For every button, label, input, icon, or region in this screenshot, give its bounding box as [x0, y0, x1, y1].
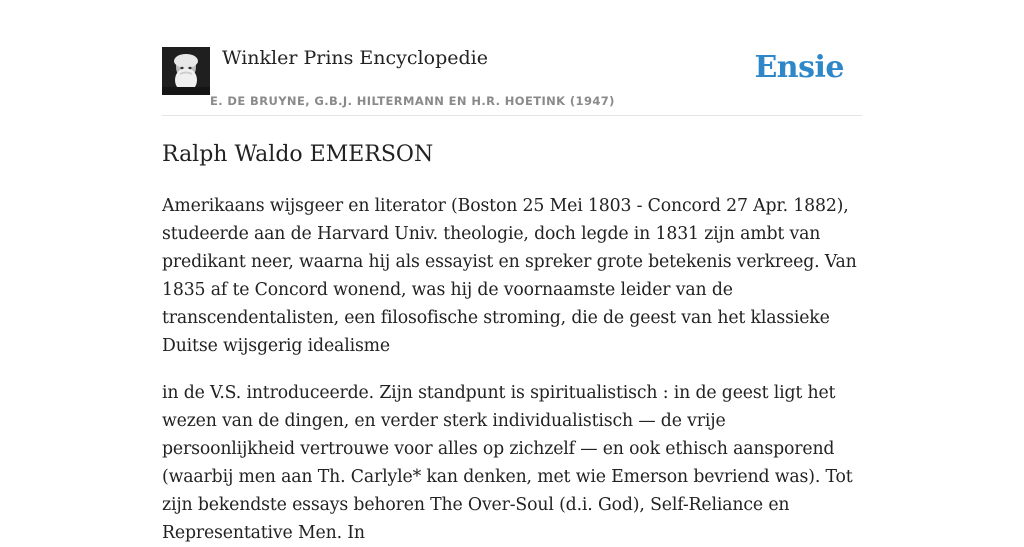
brand-logo[interactable]: Ensie	[754, 50, 844, 85]
article-paragraph-2: in de V.S. introduceerde. Zijn standpunt is spiritualistisch : in de geest ligt het wezen van de dingen, en verder sterk individualistisch — de vrije persoonlijkheid vertrouwe voor alles op zichzelf — en ook ethisch aansporend (waarbij men aan Th. Carlyle* kan denken, met wie Emerson bevriend was). Tot zijn bekendste essays behoren The Over-Soul (d.i. God), Self-Reliance en Representative Men. In	[162, 383, 853, 543]
site-title[interactable]: Winkler Prins Encyclopedie	[222, 47, 488, 69]
bearded-man-portrait-icon	[162, 47, 210, 95]
avatar-portrait-icon[interactable]	[162, 47, 210, 95]
article-title: Ralph Waldo EMERSON	[162, 142, 434, 167]
authors-credit: E. DE BRUYNE, G.B.J. HILTERMANN EN H.R. HOETINK (1947)	[210, 94, 615, 108]
site-header	[162, 0, 862, 116]
article-paragraph-1: Amerikaans wijsgeer en literator (Boston 25 Mei 1803 - Concord 27 Apr. 1882), studeerde aan de Harvard Univ. theologie, doch legde in 1831 zijn ambt van predikant neer, waarna hij als essayist en spreker grote betekenis verkreeg. Van 1835 af te Concord wonend, was hij de voornaamste leider van de transcendentalisten, een filosofische stroming, die de geest van het klassieke Duitse wijsgerig idealisme	[162, 196, 857, 356]
